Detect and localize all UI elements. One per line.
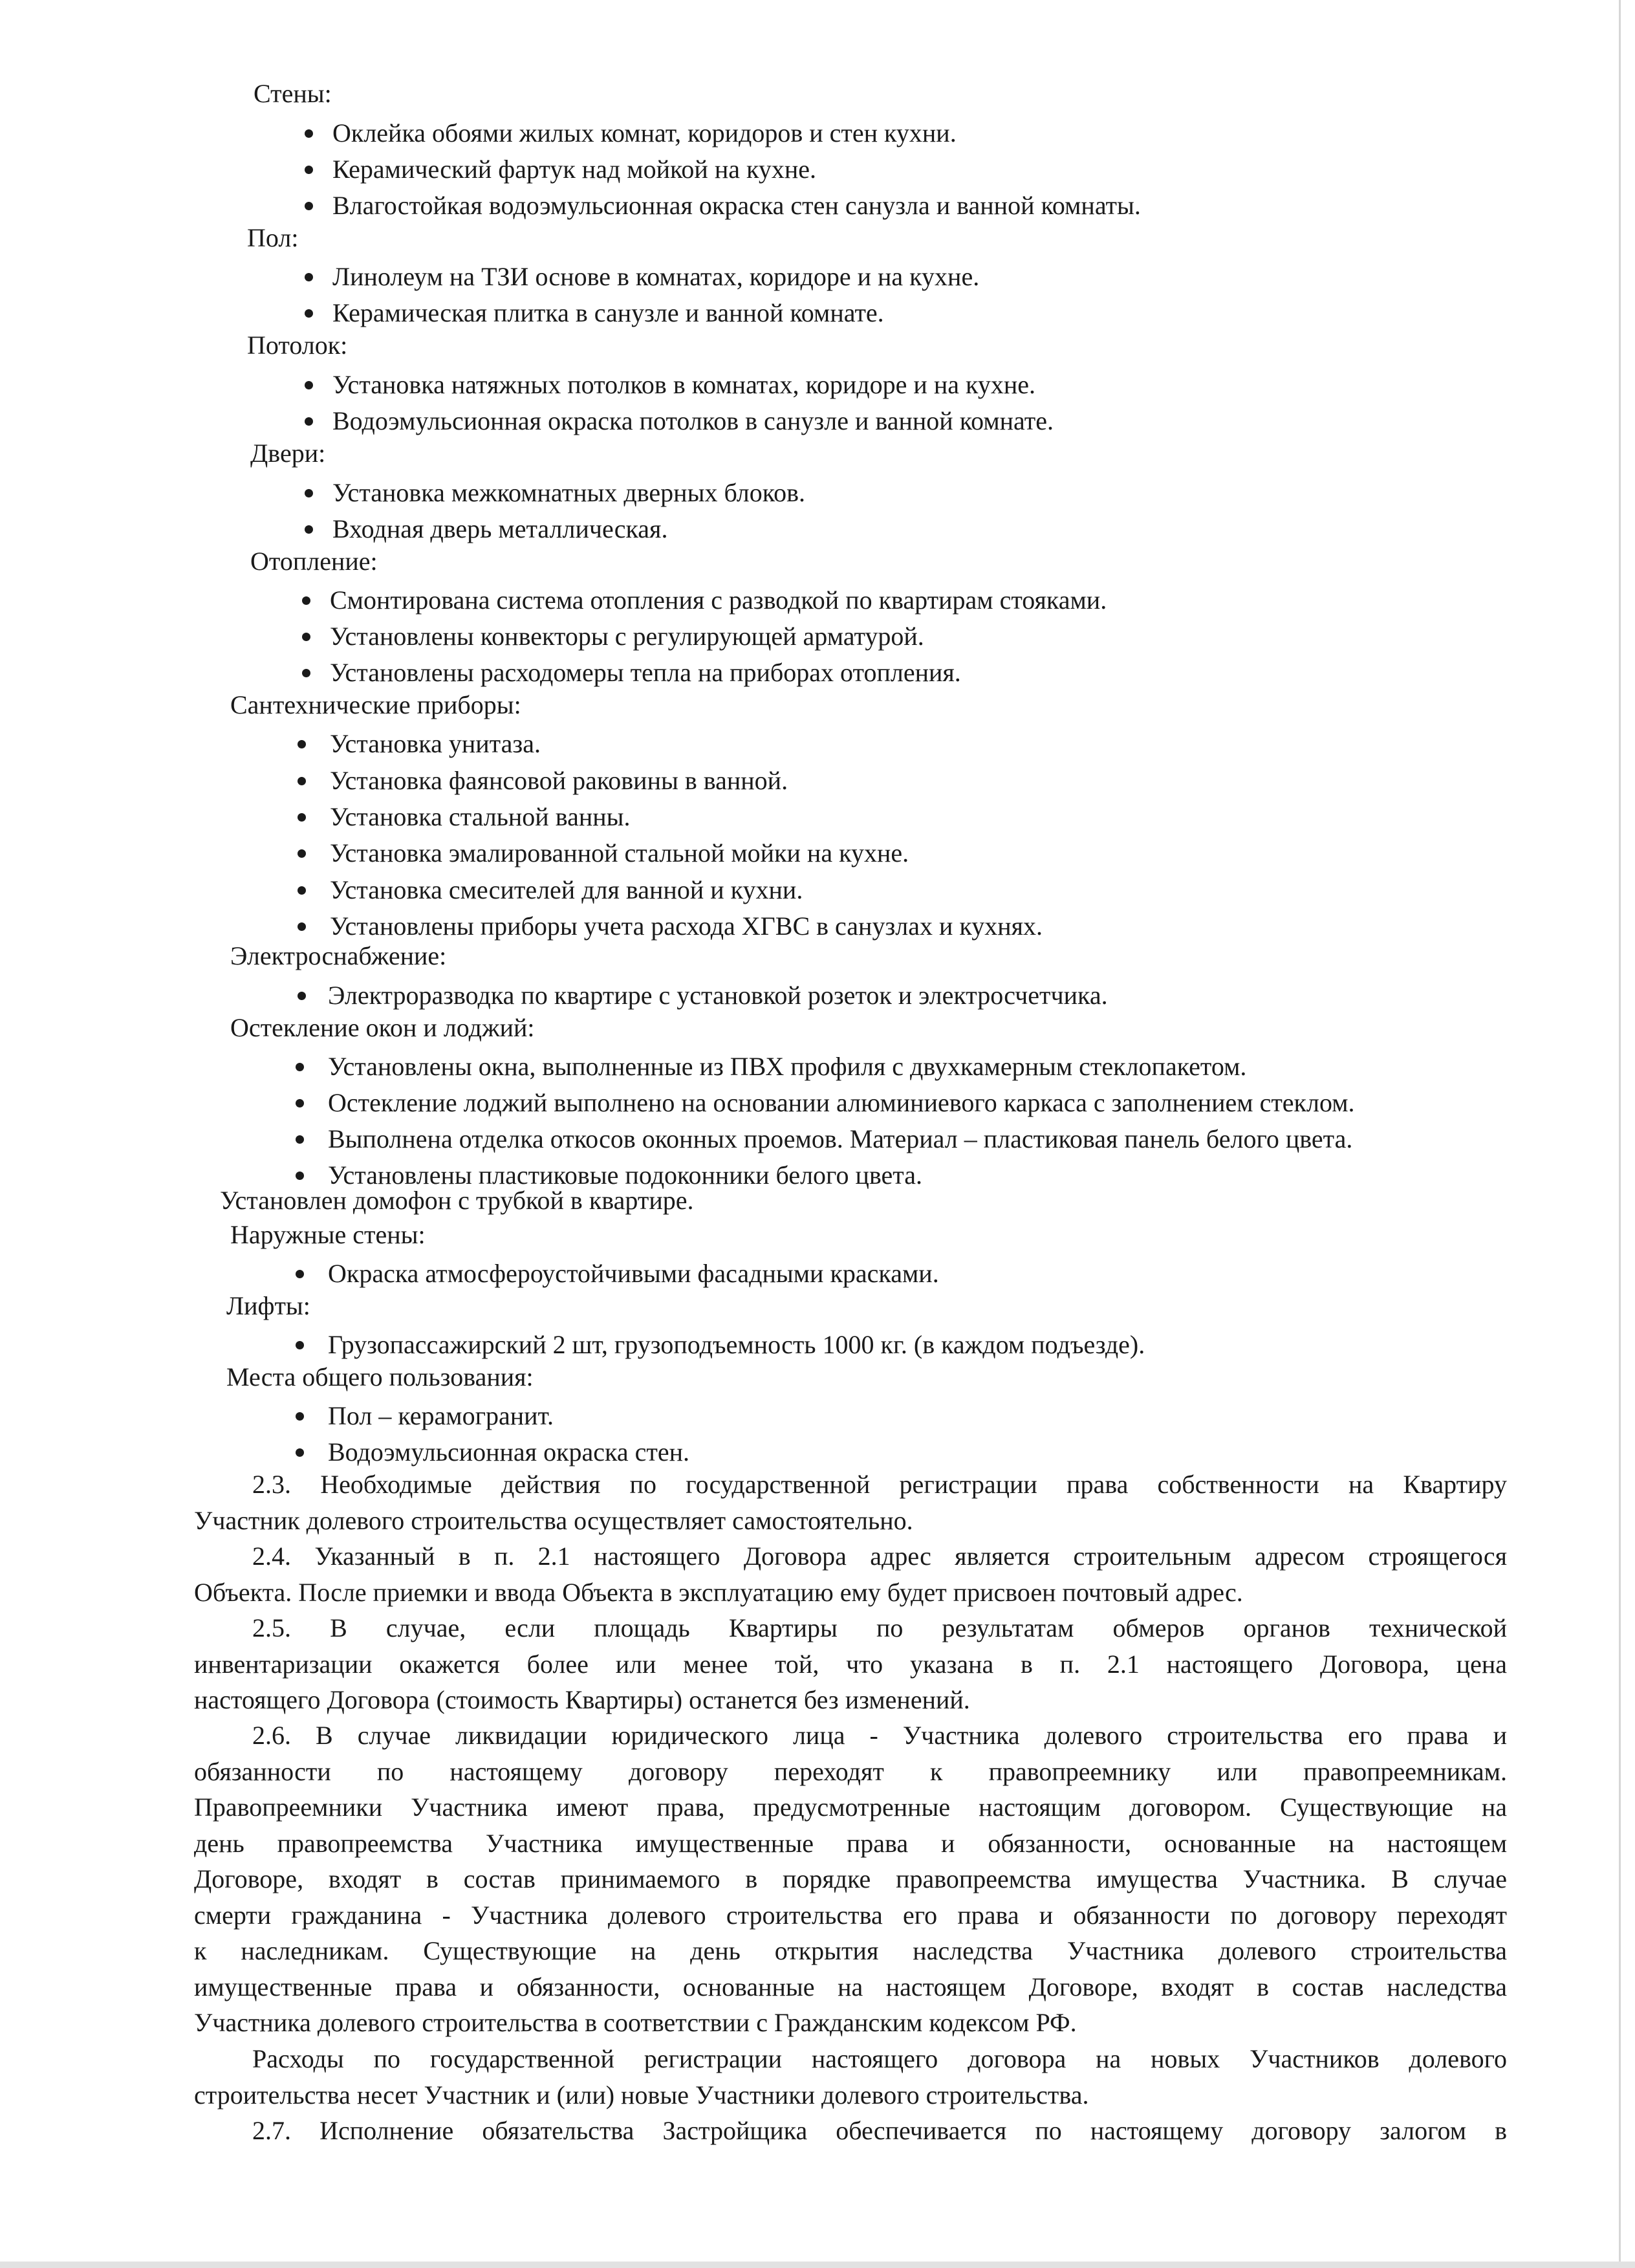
- list-item: Установка стальной ванны.: [330, 802, 631, 831]
- list-item: Установка натяжных потолков в комнатах, коридоре и на кухне.: [332, 370, 1036, 399]
- bullet-icon: [305, 129, 313, 138]
- section-heading: Остекление окон и лоджий:: [230, 1013, 535, 1042]
- bullet-icon: [296, 1172, 304, 1180]
- list-item: Выполнена отделка откосов оконных проемов. Материал – пластиковая панель белого цвета.: [328, 1124, 1353, 1153]
- list-item: Остекление лоджий выполнено на основании алюминиевого каркаса с заполнением стеклом.: [328, 1088, 1355, 1117]
- list-item: Установка эмалированной стальной мойки на кухне.: [330, 838, 909, 867]
- list-item: Электроразводка по квартире с установкой розеток и электросчетчика.: [328, 981, 1108, 1010]
- list-item: Окраска атмосфероустойчивыми фасадными красками.: [328, 1259, 939, 1288]
- bullet-icon: [298, 777, 306, 785]
- bullet-icon: [296, 1270, 304, 1278]
- scan-edge-right: [1619, 0, 1621, 2268]
- bullet-icon: [296, 1099, 304, 1107]
- list-item: Влагостойкая водоэмульсионная окраска стен санузла и ванной комнаты.: [332, 191, 1141, 220]
- paragraph-line: Расходы по государственной регистрации настоящего договора на новых Участников долевого: [252, 2044, 1507, 2073]
- paragraph-line: Участника долевого строительства в соответствии с Гражданским кодексом РФ.: [194, 2008, 1077, 2037]
- paragraph-line: настоящего Договора (стоимость Квартиры) останется без изменений.: [194, 1685, 970, 1714]
- paragraph-line: 2.3. Необходимые действия по государственной регистрации права собственности на Квартиру: [252, 1470, 1507, 1499]
- list-item: Керамический фартук над мойкой на кухне.: [332, 155, 817, 184]
- list-item: Грузопассажирский 2 шт, грузоподъемность 1000 кг. (в каждом подъезде).: [328, 1330, 1145, 1359]
- list-item: Установлены окна, выполненные из ПВХ профиля с двухкамерным стеклопакетом.: [328, 1052, 1247, 1081]
- paragraph-line: Объекта. После приемки и ввода Объекта в эксплуатацию ему будет присвоен почтовый адрес.: [194, 1577, 1243, 1607]
- section-heading: Места общего пользования:: [226, 1362, 534, 1391]
- paragraph-2-3: [194, 1467, 1507, 1538]
- section-heading: Отопление:: [250, 547, 378, 576]
- paragraph-line: Участник долевого строительства осуществляет самостоятельно.: [194, 1505, 913, 1535]
- section-heading: Потолок:: [247, 331, 348, 360]
- bullet-icon: [298, 813, 306, 822]
- paragraph-line: 2.5. В случае, если площадь Квартиры по результатам обмеров органов технической: [252, 1613, 1507, 1642]
- list-item: Установка фаянсовой раковины в ванной.: [330, 766, 788, 795]
- section-heading: Электроснабжение:: [230, 941, 447, 970]
- paragraph-2-6: [194, 1717, 1507, 2041]
- list-item: Установлены расходомеры тепла на приборах отопления.: [330, 658, 961, 687]
- bullet-icon: [298, 740, 306, 748]
- list-item: Пол – керамогранит.: [328, 1401, 554, 1430]
- paragraph-line: к наследникам. Существующие на день открытия наследства Участника долевого строительства: [194, 1936, 1507, 1965]
- paragraph-2-7: [194, 2113, 1507, 2149]
- section-heading: Лифты:: [226, 1291, 310, 1320]
- section-heading: Сантехнические приборы:: [230, 690, 521, 719]
- paragraph-line: день правопреемства Участника имущественные права и обязанности, основанные на настоящем: [194, 1828, 1507, 1858]
- section-heading: Пол:: [247, 223, 299, 252]
- paragraph-line: 2.6. В случае ликвидации юридического лица - Участника долевого строительства его права и: [252, 1721, 1507, 1750]
- paragraph-2-5: [194, 1610, 1507, 1718]
- bullet-icon: [305, 202, 313, 210]
- paragraph-line: Правопреемники Участника имеют права, предусмотренные настоящим договором. Существующие на: [194, 1793, 1507, 1822]
- list-item: Оклейка обоями жилых комнат, коридоров и стен кухни.: [332, 118, 957, 147]
- bullet-icon: [298, 849, 306, 858]
- paragraph-line: Договоре, входят в состав принимаемого в порядке правопреемства имущества Участника. В случае: [194, 1864, 1507, 1893]
- bullet-icon: [302, 669, 310, 677]
- section-heading: Установлен домофон с трубкой в квартире.: [220, 1186, 694, 1215]
- section-heading: Наружные стены:: [230, 1220, 426, 1249]
- list-item: Установлены конвекторы с регулирующей арматурой.: [330, 622, 924, 651]
- paragraph-line: 2.7. Исполнение обязательства Застройщика обеспечивается по настоящему договору залогом в: [252, 2116, 1507, 2145]
- bullet-icon: [296, 1448, 304, 1457]
- list-item: Смонтирована система отопления с разводкой по квартирам стояками.: [330, 585, 1107, 615]
- list-item: Водоэмульсионная окраска стен.: [328, 1437, 689, 1467]
- paragraph-line: имущественные права и обязанности, основанные на настоящем Договоре, входят в состав наследства: [194, 1972, 1507, 2001]
- list-item: Установлены приборы учета расхода ХГВС в санузлах и кухнях.: [330, 911, 1043, 941]
- paragraph-2-4: [194, 1538, 1507, 1610]
- paragraph-line: инвентаризации окажется более или менее той, что указана в п. 2.1 настоящего Договора, цена: [194, 1649, 1507, 1679]
- paragraph-line: 2.4. Указанный в п. 2.1 настоящего Договора адрес является строительным адресом строящегося: [252, 1542, 1507, 1571]
- paragraph-expenses: [194, 2041, 1507, 2113]
- bullet-icon: [305, 166, 313, 174]
- bullet-icon: [305, 273, 313, 281]
- paragraph-line: строительства несет Участник и (или) новые Участники долевого строительства.: [194, 2080, 1089, 2110]
- bullet-icon: [305, 525, 313, 534]
- bullet-icon: [305, 309, 313, 318]
- section-heading: Двери:: [250, 439, 326, 468]
- bullet-icon: [296, 1412, 304, 1421]
- bullet-icon: [296, 1135, 304, 1144]
- paragraph-line: смерти гражданина - Участника долевого строительства его права и обязанности по договору переходят: [194, 1900, 1507, 1930]
- bullet-icon: [298, 922, 306, 931]
- list-item: Керамическая плитка в санузле и ванной комнате.: [332, 298, 884, 327]
- scan-edge-bottom: [0, 2262, 1635, 2268]
- bullet-icon: [302, 633, 310, 641]
- list-item: Установка межкомнатных дверных блоков.: [332, 478, 806, 507]
- bullet-icon: [296, 1341, 304, 1349]
- section-heading: Стены:: [254, 79, 332, 108]
- list-item: Входная дверь металлическая.: [332, 514, 668, 543]
- list-item: Водоэмульсионная окраска потолков в санузле и ванной комнате.: [332, 406, 1054, 435]
- bullet-icon: [302, 596, 310, 605]
- list-item: Установка смесителей для ванной и кухни.: [330, 875, 803, 904]
- paragraph-line: обязанности по настоящему договору переходят к правопреемнику или правопреемникам.: [194, 1756, 1507, 1786]
- bullet-icon: [298, 992, 306, 1000]
- bullet-icon: [305, 417, 313, 426]
- list-item: Установлены пластиковые подоконники белого цвета.: [328, 1161, 922, 1190]
- list-item: Установка унитаза.: [330, 729, 541, 758]
- bullet-icon: [305, 381, 313, 389]
- bullet-icon: [296, 1063, 304, 1071]
- bullet-icon: [298, 886, 306, 895]
- list-item: Линолеум на ТЗИ основе в комнатах, коридоре и на кухне.: [332, 262, 980, 291]
- bullet-icon: [305, 489, 313, 497]
